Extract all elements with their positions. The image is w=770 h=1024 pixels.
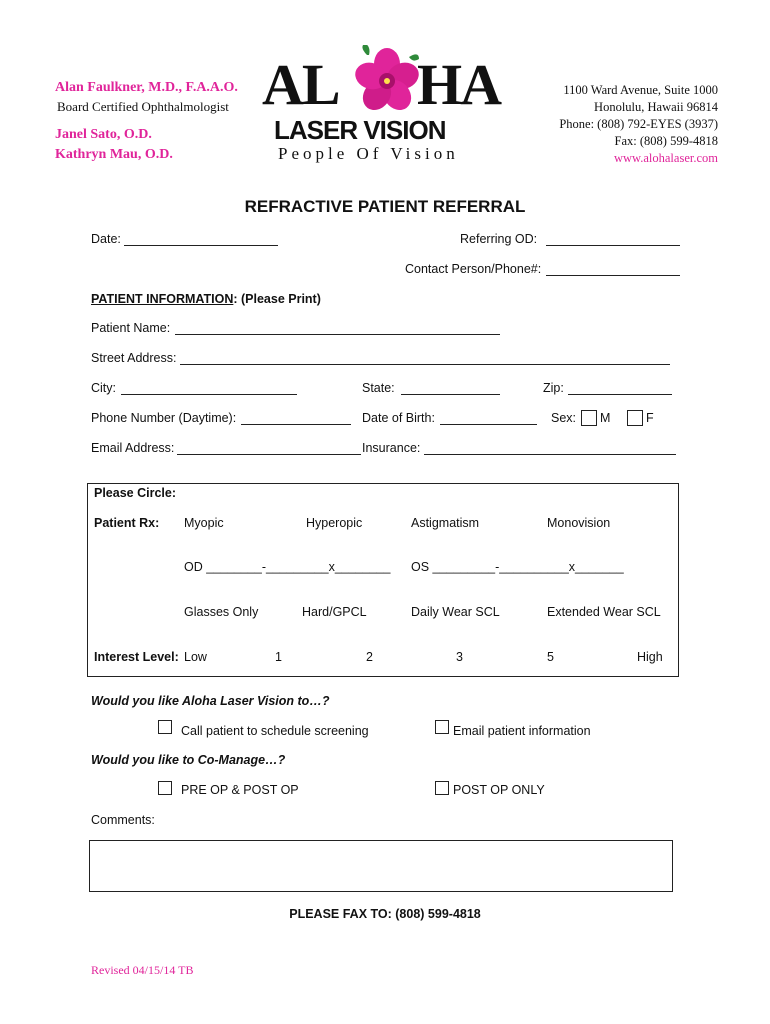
rx-option-hyperopic[interactable]: Hyperopic [306, 516, 363, 530]
website-link[interactable]: www.alohalaser.com [613, 151, 718, 165]
insurance-field[interactable] [424, 454, 676, 455]
logo-word-ha: HA [417, 52, 500, 117]
sex-m-label: M [600, 411, 611, 425]
os-prescription-field[interactable]: OS _________-__________x_______ [411, 560, 624, 574]
city-field[interactable] [121, 394, 297, 395]
phone-daytime-field[interactable] [241, 424, 351, 425]
interest-option-1[interactable]: 1 [275, 650, 282, 664]
patient-rx-label: Patient Rx: [94, 516, 160, 530]
dob-field[interactable] [440, 424, 537, 425]
pre-post-op-checkbox[interactable] [158, 781, 172, 795]
city-label: City: [91, 381, 116, 395]
post-op-only-checkbox[interactable] [435, 781, 449, 795]
hibiscus-flower-icon [354, 45, 420, 115]
fax-number: Fax: (808) 599-4818 [614, 134, 718, 148]
patient-info-note: : (Please Print) [233, 292, 321, 306]
logo-word-al: AL [262, 52, 339, 117]
interest-option-2[interactable]: 2 [366, 650, 373, 664]
question-aloha-action: Would you like Aloha Laser Vision to…? [91, 694, 330, 708]
insurance-label: Insurance: [362, 441, 421, 455]
logo-tagline: People Of Vision [278, 144, 459, 163]
street-address-label: Street Address: [91, 351, 177, 365]
call-patient-label: Call patient to schedule screening [181, 724, 369, 738]
sex-f-checkbox[interactable] [627, 410, 643, 426]
zip-field[interactable] [568, 394, 672, 395]
post-op-only-label: POST OP ONLY [453, 783, 545, 797]
wear-option-daily-scl[interactable]: Daily Wear SCL [411, 605, 500, 619]
sex-label: Sex: [551, 411, 577, 425]
sex-m-checkbox[interactable] [581, 410, 597, 426]
doctor-name-faulkner: Alan Faulkner, M.D., F.A.A.O. [55, 80, 238, 95]
email-label: Email Address: [91, 441, 175, 455]
interest-option-5[interactable]: 5 [547, 650, 554, 664]
date-field[interactable] [124, 245, 278, 246]
comments-label: Comments: [91, 813, 155, 827]
email-patient-checkbox[interactable] [435, 720, 449, 734]
please-circle-heading: Please Circle: [94, 486, 176, 500]
patient-info-heading [91, 292, 321, 306]
zip-label: Zip: [543, 381, 564, 395]
state-label: State: [362, 381, 395, 395]
please-circle-box [87, 483, 679, 677]
phone-daytime-label: Phone Number (Daytime): [91, 411, 237, 425]
interest-option-low[interactable]: Low [184, 650, 207, 664]
aloha-laser-vision-logo [262, 45, 502, 165]
rx-option-monovision[interactable]: Monovision [547, 516, 611, 530]
street-address-field[interactable] [180, 364, 670, 365]
interest-option-high[interactable]: High [637, 650, 663, 664]
comments-box[interactable] [89, 840, 673, 892]
referring-od-field[interactable] [546, 245, 680, 246]
state-field[interactable] [401, 394, 500, 395]
dob-label: Date of Birth: [362, 411, 435, 425]
patient-name-label: Patient Name: [91, 321, 171, 335]
doctor-name-sato: Janel Sato, O.D. [55, 127, 152, 142]
wear-option-glasses[interactable]: Glasses Only [184, 605, 259, 619]
phone-number: Phone: (808) 792-EYES (3937) [559, 117, 718, 131]
referring-od-label: Referring OD: [460, 232, 538, 246]
address-line1: 1100 Ward Avenue, Suite 1000 [563, 83, 718, 97]
email-patient-label: Email patient information [453, 724, 591, 738]
question-co-manage: Would you like to Co-Manage…? [91, 753, 286, 767]
wear-option-hard-gpcl[interactable]: Hard/GPCL [302, 605, 367, 619]
logo-laser-vision: LASER VISION [274, 115, 446, 145]
call-patient-checkbox[interactable] [158, 720, 172, 734]
fax-to-instruction: PLEASE FAX TO: (808) 599-4818 [289, 907, 481, 921]
form-title: REFRACTIVE PATIENT REFERRAL [244, 197, 526, 216]
wear-option-extended-scl[interactable]: Extended Wear SCL [547, 605, 661, 619]
rx-option-astigmatism[interactable]: Astigmatism [411, 516, 480, 530]
email-field[interactable] [177, 454, 361, 455]
contact-person-field[interactable] [546, 275, 680, 276]
revision-note: Revised 04/15/14 TB [91, 963, 194, 977]
rx-option-myopic[interactable]: Myopic [184, 516, 224, 530]
patient-name-field[interactable] [175, 334, 500, 335]
pre-post-op-label: PRE OP & POST OP [181, 783, 299, 797]
doctor-name-mau: Kathryn Mau, O.D. [55, 147, 173, 162]
patient-info-heading-text: PATIENT INFORMATION [91, 292, 234, 306]
address-line2: Honolulu, Hawaii 96814 [594, 100, 718, 114]
sex-f-label: F [646, 411, 654, 425]
contact-person-label: Contact Person/Phone#: [405, 262, 542, 276]
interest-option-3[interactable]: 3 [456, 650, 463, 664]
date-label: Date: [91, 232, 121, 246]
interest-level-label: Interest Level: [94, 650, 179, 664]
od-prescription-field[interactable]: OD ________-_________x________ [184, 560, 391, 574]
doctor-title-faulkner: Board Certified Ophthalmologist [57, 99, 229, 114]
